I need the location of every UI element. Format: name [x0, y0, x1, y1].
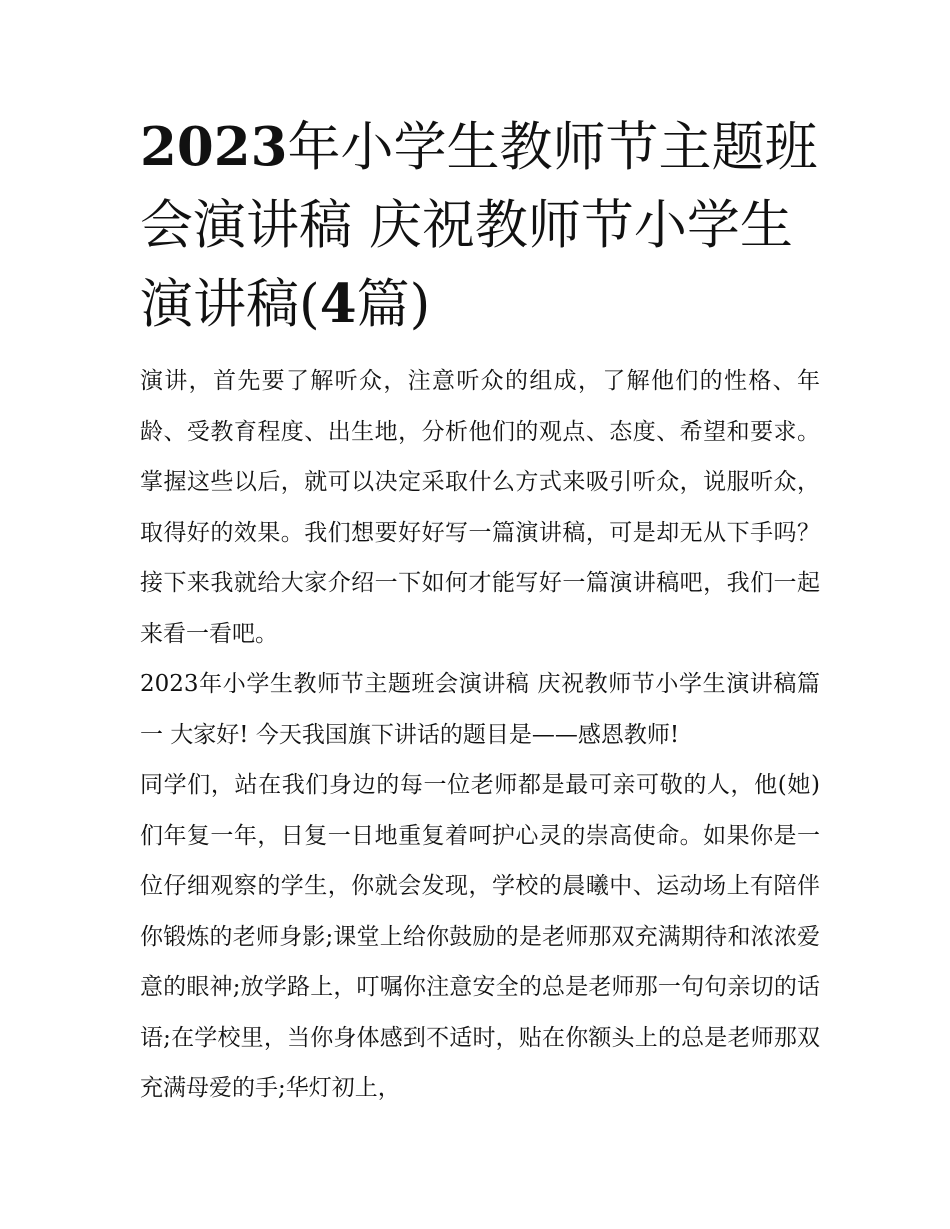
document-title — [140, 108, 820, 344]
section-heading-paragraph: 2023年小学生教师节主题班会演讲稿 庆祝教师节小学生演讲稿篇一 大家好! 今天我国旗下讲话的题目是——感恩教师! — [140, 671, 820, 748]
document-body — [140, 356, 820, 1114]
title-count: 4 — [319, 273, 357, 335]
intro-paragraph: 演讲，首先要了解听众，注意听众的组成，了解他们的性格、年龄、受教育程度、出生地，分析他们的观点、态度、希望和要求。掌握这些以后，就可以决定采取什么方式来吸引听众，说服听众，取得好的效果。我们想要好好写一篇演讲稿，可是却无从下手吗？接下来我就给大家介绍一下如何才能写好一篇演讲稿吧，我们一起来看一看吧。 — [140, 368, 820, 647]
body-paragraph: 同学们，站在我们身边的每一位老师都是最可亲可敬的人，他(她)们年复一年，日复一日地重复着呵护心灵的崇高使命。如果你是一位仔细观察的学生，你就会发现，学校的晨曦中、运动场上有陪伴你锻炼的老师身影;课堂上给你鼓励的是老师那双充满期待和浓浓爱意的眼神;放学路上，叮嘱你注意安全的总是老师那一句句亲切的话语;在学校里，当你身体感到不适时，贴在你额头上的总是老师那双充满母爱的手;华灯初上， — [140, 772, 820, 1101]
title-end: 篇) — [356, 274, 431, 335]
title-text: 年小学生教师节主题班会演讲稿 庆祝教师节小学生演讲稿( — [140, 117, 818, 335]
title-year: 2023 — [140, 116, 288, 178]
